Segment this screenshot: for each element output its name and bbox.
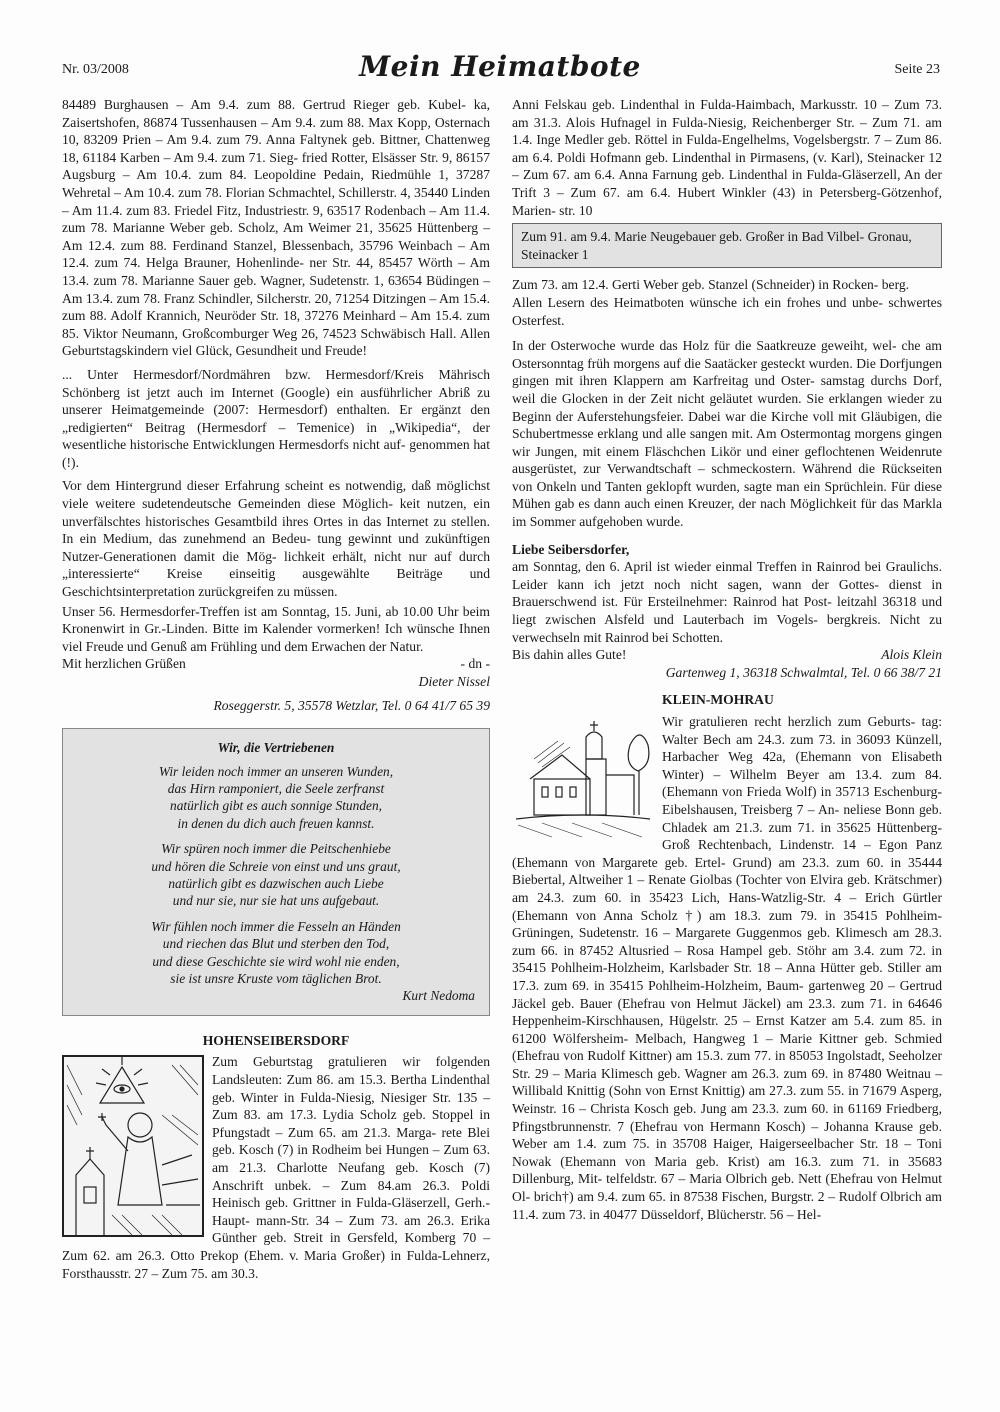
meeting-paragraph: Unser 56. Hermesdorfer-Treffen ist am Sonntag, 15. Juni, ab 10.00 Uhr beim Kronenwirt in Gr.-Linden. Bitte im Kalender vormerken! Ich wünsche Ihnen viel Freude und Genuß am Frühling und dem Erwachen der Natur. [62, 603, 490, 654]
poem-box [62, 728, 490, 1016]
greeting: Mit herzlichen Grüßen [62, 656, 186, 672]
masthead: Mein Heimatbote [359, 50, 641, 83]
signer-address: Roseggerstr. 5, 35578 Wetzlar, Tel. 0 64 41/7 65 39 [213, 697, 490, 713]
poem-line: das Hirn ramponiert, die Seele zerfranst [167, 781, 385, 796]
birthday-note: Zum 73. am 12.4. Gerti Weber geb. Stanzel (Schneider) in Rocken- berg. [512, 277, 910, 293]
left-column [62, 96, 490, 1288]
closing-line [512, 646, 942, 664]
signer-address: Gartenweg 1, 36318 Schwalmtal, Tel. 0 66 38/7 21 [665, 664, 942, 680]
poem-line: und nur sie, nur sie hat uns aufgebaut. [172, 893, 380, 909]
poem-line: natürlich gibt es dazwischen auch Liebe [168, 876, 384, 892]
section-title-klein-mohrau: KLEIN-MOHRAU [662, 692, 774, 708]
poem-stanza [77, 763, 475, 833]
poem-author: Kurt Nedoma [402, 988, 475, 1004]
birthday-list-paragraph: 84489 Burghausen – Am 9.4. zum 88. Gertrud Rieger geb. Kubel- ka, Zaisertshofen, 86874 Tussenhausen – Am 9.4. zum 88. Max Kopp, Osternach 10, 83209 Prien – Am 9.4. zum 79. Anna Faltynek geb. Bittner, Chattenweg 18, 61184 Karben – Am 9.4. zum 71. Sieg- fried Rotter, Elsässer Str. 9, 86157 Augsburg – Am 10.4. zum 84. Leopoldine Pedain, Riedmühle 1, 37287 Wehretal – Am 10.4. zum 78. Florian Schmachtel, Schillerstr. 4, 35440 Linden – Am 11.4. zum 83. Friedel Fitz, Industriestr. 9, 63517 Rodenbach – Am 11.4. zum 78. Marianne Weber geb. Scholz, Am Weimer 21, 35625 Hüttenberg – Am 12.4. zum 88. Ferdinand Stanzel, Blessenbach, 35796 Weinbach – Am 12.4. zum 74. Helga Brauner, Hohenlinde- ner Str. 44, 85457 Wörth – Am 13.4. zum 78. Marianne Sauer geb. Wagner, Sudetenstr. 1, 63654 Büdingen – Am 13.4. zum 78. Franz Schindler, Silcherstr. 20, 71254 Ditzingen – Am 15.4. zum 88. Adolf Krannich, Neuröder Str. 18, 37276 Meinhard – Am 15.4. zum 85. Viktor Neumann, Großcomburger Weg 26, 74523 Schwäbisch Hall. Allen Geburtstagskindern viel Glück, Gesundheit und Freude! [62, 97, 490, 359]
easter-story: In der Osterwoche wurde das Holz für die Saatkreuze geweiht, wel- che am Ostersonntag früh morgens auf die Saatäcker gesteckt wurden. Die Dorfjungen gingen mit ihren Klappern am Karfreitag und Oster- samstag durchs Dorf, weil die Glocken in der Zeit nicht geläutet wurden. Sie erklangen wieder zu Beginn der Auferstehungsfeier. Dabei war die Kirche voll mit Gläubigen, die Schubertmesse erklang und alle sangen mit. Am Ostermontag morgens gingen wir Jungen, mit einem Fläschchen Likör und einer geflochtenen Weidenrute ausgerüstet, zur Verwandtschaft – schmeckostern. Während die Rückseiten von Onkeln und Tanten geklopft wurden, sagte man ein Sprüchlein. Für diese Mühen gab es dann auch einen Kreuzer, der nach Möglichkeit für das Markla im Sommer aufgehoben wurde. [512, 338, 942, 530]
birthday-list-continued: Anni Felskau geb. Lindenthal in Fulda-Haimbach, Markusstr. 10 – Zum 73. am 31.3. Alois Hufnagel in Fulda-Niesig, Reichenberger Str. – Zum 71. am 1.4. Inge Medler geb. Röttel in Fulda-Engelhelms, Vogelsbergstr. 7 – Zum 86. am 6.4. Poldi Hofmann geb. Lindenthal in Pirmasens, (v. Karl), Steinacker 12 – Zum 67. am 6.4. Anna Farnung geb. Lindenthal in Fulda-Gläserzell, An der Trift 3 – Zum 67. am 6.4. Hubert Winkler (43) in Petersberg-Götzenhof, Marien- str. 10 [512, 97, 942, 218]
poem-line: sie ist unsre Kruste vom täglichen Brot. [170, 971, 382, 987]
page-number: Seite 23 [894, 62, 940, 77]
greeting-line [62, 655, 490, 673]
background-paragraph: Vor dem Hintergrund dieser Erfahrung scheint es notwendig, daß möglichst viele weitere sudetendeutsche Gemeinden diese Möglich- keit nutzen, ein unverfälschtes historisches Gesamtbild ihres Ortes in das Internet zu stellen. In ein Medium, das zunehmend an Bedeu- tung gewinnt und zukünftigen Nutzer-Generationen damit die Mög- lichkeit erhält, nicht nur auf durch „interessierte“ Kreise einseitig ausgewählte Beiträge und Geschichtsinterpretation zurückgreifen zu müssen. [62, 478, 490, 600]
section-title-hohenseibersdorf: HOHENSEIBERSDORF [202, 1032, 350, 1048]
woodcut-illustration [62, 1055, 204, 1237]
liebe-title: Liebe Seibersdorfer, [512, 541, 630, 557]
poem-line: Wir fühlen noch immer die Fesseln an Händen [151, 918, 401, 934]
poem-line: Wir leiden noch immer an unseren Wunden, [158, 763, 394, 779]
poem-line: Wir spüren noch immer die Peitschenhiebe [161, 841, 391, 857]
liebe-text: am Sonntag, den 6. April ist wieder einmal Treffen in Rainrod bei Graulichs. Leider kann ich jetzt noch nicht sagen, wann der Gottes- dienst in Brauerschwend ist. Für Ersteilnehmer: Rainrod hat Post- leitzahl 36318 und liegt zwischen Alsfeld und Lauterbach im Vogels- bergkreis. Nicht zu verwechseln mit Rainrod bei Schotten. [512, 559, 942, 645]
closing: Bis dahin alles Gute! [512, 647, 627, 663]
church-illustration [512, 715, 654, 839]
signer-name: Alois Klein [881, 647, 942, 663]
poem-title: Wir, die Vertriebenen [217, 740, 335, 756]
easter-greeting: Allen Lesern des Heimatboten wünsche ich ein frohes und unbe- schwertes Osterfest. [512, 294, 942, 328]
author-initials: - dn - [460, 656, 490, 672]
poem-line: und diese Geschichte sie wird wohl nie enden, [152, 953, 400, 969]
poem-stanza [77, 840, 475, 910]
internet-paragraph: ... Unter Hermesdorf/Nordmähren bzw. Hermesdorf/Kreis Mährisch Schönberg ist jetzt auch im Internet (Google) ein ausführlicher Abriß zu unserer Heimatgemeinde (2007: Hermesdorf) enthalten. Er ergänzt den „redigierten“ Beitrag (Hermesdorf – Temenice) in „Wikipedia“, der wesentliche historische Entwicklungen Hermesdorfs nicht auf- genommen hat (!). [62, 366, 490, 470]
poem-line: in denen du dich auch freuen kannst. [177, 815, 375, 831]
page-header [0, 50, 1000, 86]
poem-stanza [77, 918, 475, 988]
poem-line: und hören die Schreie von einst und uns graut, [151, 858, 401, 874]
issue-number: Nr. 03/2008 [62, 62, 129, 77]
poem-line: und riechen das Blut und sterben den Tod, [162, 936, 390, 952]
hohenseibersdorf-text: Zum Geburtstag gratulieren wir folgenden Landsleuten: Zum 86. am 15.3. Bertha Lindenthal geb. Winter in Fulda-Niesig, Niesiger Str. 135 – Zum 83. am 17.3. Lydia Scholz geb. Stoppel in Pfungstadt – Zum 65. am 21.3. Marga- rete Blei geb. Kosch (7) in Rodheim bei Hungen – Zum 63. am 21.3. Charlotte Neufang geb. Kosch (7) Anschrift unbek. – Zum 84.am 26.3. Poldi Heinisch geb. Grittner in Fulda-Gläserzell, Gerh.-Haupt- mann-Str. 34 – Zum 73. am 26.3. Erika Günther geb. Streit in Gersfeld, Komberg 70 – Zum 62. am 26.3. Otto Prekop (Ehem. v. Maria Großer) in Fulda-Lehnerz, Forsthausstr. 27 – Zum 75. am 30.3. [62, 1054, 490, 1281]
poem-line: natürlich gibt es auch sonnige Stunden, [170, 798, 382, 814]
klein-mohrau-text: Wir gratulieren recht herzlich zum Geburts- tag: Walter Bech am 24.3. zum 73. in 36093 Künzell, Harbacher Weg 42a, (Ehemann von Elisabeth Winter) – Wilhelm Beyer am 13.4. zum 84. (Ehemann von Frieda Wolf) in 35713 Eschenburg-Eibelshausen, Treisberg 7 – An- neliese Bonn geb. Chladek am 21.3. zum 71. in 35625 Hüttenberg-Groß Rechtenbach, Lindenstr. 14 – Egon Panz (Ehemann von Margarete geb. Ertel- Grund) am 23.3. zum 60. in 35444 Biebertal, Altweiher 1 – Renate Giolbas (Tochter von Elvira geb. Krätschmer) am 24.3. zum 60. in 35423 Lich, Hans-Watzlig-Str. 4 – Erich Gürtler (Ehemann von Anna Scholz †) am 18.3. zum 79. in 35415 Pohlheim-Grüningen, Sudetenstr. 16 – Margarete Guggenmos geb. Klimesch am 28.3. zum 66. in 87452 Altusried – Rosa Hampel geb. Stöhr am 3.4. zum 72. in 35415 Pohlheim-Holzheim, Karlsbader Str. 18 – Anna Hütter geb. Stiller am 17.3. zum 69. in 35415 Pohlheim-Holzheim, Baum- gartenweg 20 – Gertrud Jäckel geb. Bauer (Ehefrau von Helmut Jäckel) am 23.3. zum 71. in 64646 Heppenheim-Kirschhausen, Hügelstr. 25 – Ernst Katzer am 5.4. zum 85. in 61200 Wölfersheim- Melbach, Hangweg 1 – Marie Kittner geb. Schmied (Ehefrau von Rudolf Kittner) am 15.3. zum 77. in 85053 Ingolstadt, Seeholzer Str. 29 – Maria Klimesch geb. Wagner am 26.3. zum 69. in 87480 Weitnau – Willibald Knittig (Sohn von Ernst Knittig) am 27.3. zum 55. in 71679 Asperg, Weinstr. 16 – Christa Kosch geb. Jung am 23.3. zum 60. in 61169 Friedberg, Pfingstbrunnenstr. 7 (Ehefrau von Hermann Kosch) – Johanna Krause geb. Weber am 1.4. zum 75. in 35708 Haiger, Haigerseelbacher Str. 18 – Toni Nowak (Ehemann von Maria geb. Krist) am 16.3. zum 71. in 35683 Dillenburg, Mit- telfeldstr. 67 – Maria Olbrich geb. Nett (Ehefrau von Helmut Ol- brich†) am 9.4. zum 65. in 87538 Fischen, Burgstr. 2 – Rudolf Olbrich am 11.4. zum 73. in 40477 Düsseldorf, Blücherstr. 56 – Hel- [512, 714, 942, 1222]
right-column [512, 96, 942, 1229]
highlight-box: Zum 91. am 9.4. Marie Neugebauer geb. Großer in Bad Vilbel- Gronau, Steinacker 1 [512, 223, 942, 268]
signer-name: Dieter Nissel [418, 674, 490, 689]
